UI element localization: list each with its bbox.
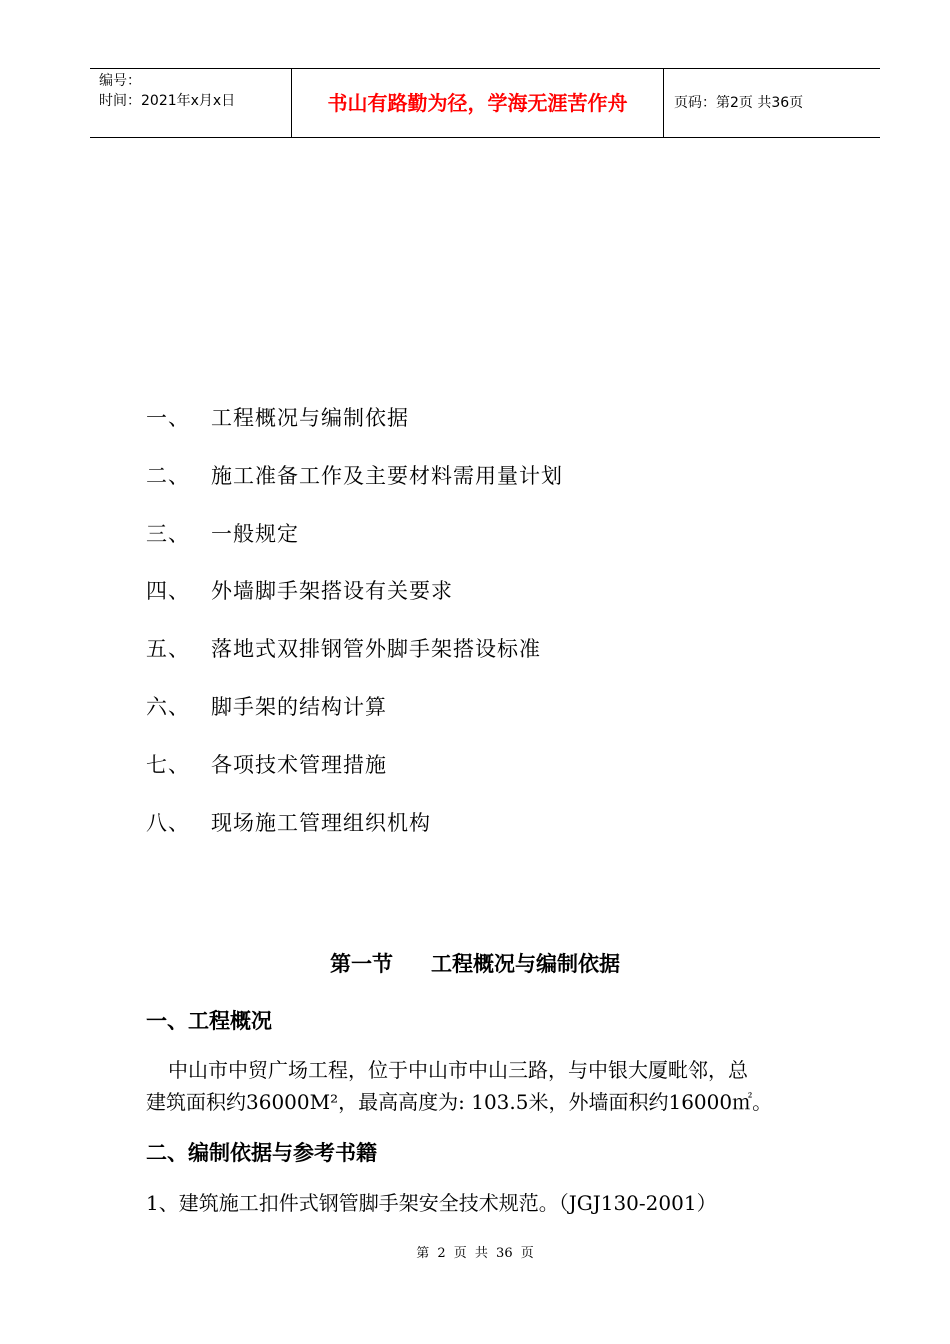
- overview-line: 建筑面积约36000M²，最高高度为: 103.5米，外墙面积约16000㎡。: [146, 1090, 773, 1114]
- toc-title: 外墙脚手架搭设有关要求: [211, 579, 453, 604]
- toc-item: [146, 805, 846, 863]
- toc-item: [146, 747, 846, 805]
- overview-line: 中山市中贸广场工程，位于中山市中山三路，与中银大厦毗邻，总: [168, 1058, 748, 1082]
- page-header: [90, 68, 880, 138]
- toc-index: 八、: [146, 810, 190, 835]
- page-footer: 第 2 页 共 36 页: [416, 1246, 534, 1261]
- header-page-number: 页码：第2页 共36页: [674, 95, 804, 111]
- toc-title: 施工准备工作及主要材料需用量计划: [211, 463, 563, 488]
- header-page-cell: [664, 69, 880, 137]
- toc-index: 三、: [146, 521, 190, 546]
- toc-item: [146, 689, 846, 747]
- toc-title: 各项技术管理措施: [211, 752, 387, 777]
- toc-title: 现场施工管理组织机构: [211, 810, 431, 835]
- toc-item: [146, 573, 846, 631]
- overview-heading: 一、工程概况: [146, 1009, 272, 1033]
- toc-title: 脚手架的结构计算: [211, 694, 387, 719]
- header-motto: 书山有路勤为径，学海无涯苦作舟: [327, 91, 628, 115]
- toc-index: 六、: [146, 694, 190, 719]
- toc-title: 落地式双排钢管外脚手架搭设标准: [211, 637, 541, 662]
- section-heading: [0, 948, 950, 980]
- section-number: 第一节: [330, 952, 393, 976]
- section-title: 工程概况与编制依据: [431, 952, 620, 976]
- header-motto-cell: [292, 69, 664, 137]
- toc-title: 工程概况与编制依据: [211, 406, 409, 430]
- document-date-label: 时间：2021年x月x日: [99, 93, 236, 109]
- toc-index: 一、: [146, 406, 190, 430]
- toc-index: 四、: [146, 579, 190, 604]
- table-of-contents: [146, 400, 846, 862]
- toc-title: 一般规定: [211, 521, 299, 546]
- basis-paragraph: [146, 1187, 836, 1219]
- basis-heading: 二、编制依据与参考书籍: [146, 1141, 377, 1165]
- toc-item: [146, 516, 846, 574]
- toc-index: 五、: [146, 637, 190, 662]
- basis-item: 1、建筑施工扣件式钢管脚手架安全技术规范。（JGJ130-2001）: [146, 1191, 717, 1215]
- toc-index: 七、: [146, 752, 190, 777]
- toc-item: [146, 458, 846, 516]
- toc-item: [146, 400, 846, 458]
- toc-item: [146, 631, 846, 689]
- toc-index: 二、: [146, 463, 190, 488]
- header-info-cell: [90, 69, 292, 137]
- document-number-label: 编号：: [99, 73, 141, 89]
- overview-paragraph: [146, 1054, 836, 1118]
